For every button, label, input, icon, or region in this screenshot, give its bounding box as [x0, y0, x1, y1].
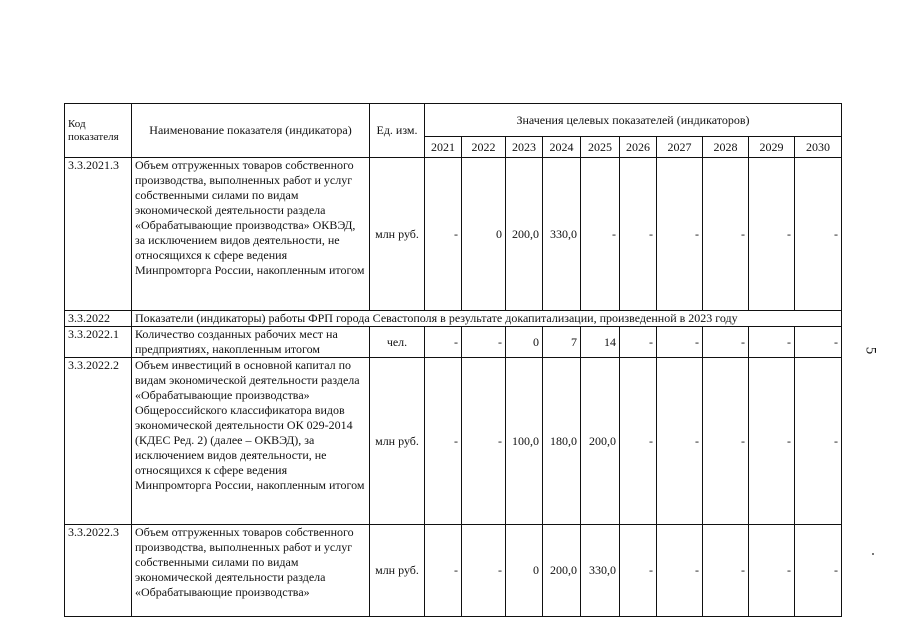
- header-code: Код показателя: [65, 104, 132, 158]
- value-2023: 100,0: [506, 358, 543, 525]
- value-2029: -: [749, 358, 795, 525]
- indicator-code: 3.3.2022.2: [65, 358, 132, 525]
- indicator-code: 3.3.2021.3: [65, 158, 132, 311]
- value-2026: -: [620, 327, 657, 358]
- header-name: Наименование показателя (индикатора): [132, 104, 370, 158]
- indicator-name: Объем отгруженных товаров собственного производства, выполненных работ и услуг собственными силами по видам экономической деятельности раздела «Обрабатывающие производства» ОКВЭД, за исключением видов деятельности, не относящихся к сфере ведения Минпромторга России, накопленным итогом: [132, 158, 370, 311]
- value-2023: 0: [506, 525, 543, 617]
- value-2030: -: [795, 327, 842, 358]
- table-row: [65, 158, 842, 311]
- value-2023: 0: [506, 327, 543, 358]
- value-2027: -: [657, 358, 703, 525]
- value-2027: -: [657, 327, 703, 358]
- value-2030: -: [795, 358, 842, 525]
- value-2030: -: [795, 525, 842, 617]
- value-2026: -: [620, 525, 657, 617]
- indicator-name: Количество созданных рабочих мест на предприятиях, накопленным итогом: [132, 327, 370, 358]
- value-2024: 200,0: [543, 525, 581, 617]
- value-2024: 180,0: [543, 358, 581, 525]
- value-2028: -: [703, 358, 749, 525]
- value-2028: -: [703, 158, 749, 311]
- indicators-table: [64, 103, 842, 617]
- scan-speck: [872, 553, 874, 555]
- value-2022: 0: [462, 158, 506, 311]
- value-2028: -: [703, 525, 749, 617]
- indicator-code: 3.3.2022.3: [65, 525, 132, 617]
- value-2025: -: [581, 158, 620, 311]
- value-2026: -: [620, 158, 657, 311]
- value-2023: 200,0: [506, 158, 543, 311]
- year-2029: 2029: [749, 137, 795, 158]
- year-2024: 2024: [543, 137, 581, 158]
- group-title: Показатели (индикаторы) работы ФРП города Севастополя в результате докапитализации, произведенной в 2023 году: [132, 311, 842, 327]
- value-2029: -: [749, 327, 795, 358]
- year-2028: 2028: [703, 137, 749, 158]
- table-group-row: [65, 311, 842, 327]
- indicator-unit: млн руб.: [370, 525, 425, 617]
- year-2030: 2030: [795, 137, 842, 158]
- value-2021: -: [425, 358, 462, 525]
- year-2026: 2026: [620, 137, 657, 158]
- header-unit: Ед. изм.: [370, 104, 425, 158]
- value-2021: -: [425, 327, 462, 358]
- table-row: [65, 358, 842, 525]
- indicator-name: Объем отгруженных товаров собственного производства, выполненных работ и услуг собственными силами по видам экономической деятельности раздела «Обрабатывающие производства»: [132, 525, 370, 617]
- value-2029: -: [749, 525, 795, 617]
- page-number: 5: [862, 346, 879, 355]
- year-2023: 2023: [506, 137, 543, 158]
- group-code: 3.3.2022: [65, 311, 132, 327]
- value-2025: 14: [581, 327, 620, 358]
- value-2022: -: [462, 525, 506, 617]
- value-2026: -: [620, 358, 657, 525]
- indicator-name: Объем инвестиций в основной капитал по видам экономической деятельности раздела «Обрабатывающие производства» Общероссийского классификатора видов экономической деятельности ОК 029-2014 (КДЕС Ред. 2) (далее – ОКВЭД), за исключением видов деятельности, не относящихся к сфере ведения Минпромторга России, накопленным итогом: [132, 358, 370, 525]
- value-2022: -: [462, 327, 506, 358]
- value-2024: 7: [543, 327, 581, 358]
- value-2024: 330,0: [543, 158, 581, 311]
- value-2025: 200,0: [581, 358, 620, 525]
- indicator-unit: млн руб.: [370, 158, 425, 311]
- year-2022: 2022: [462, 137, 506, 158]
- value-2021: -: [425, 525, 462, 617]
- year-2027: 2027: [657, 137, 703, 158]
- indicator-code: 3.3.2022.1: [65, 327, 132, 358]
- value-2027: -: [657, 525, 703, 617]
- table-row: [65, 327, 842, 358]
- table-row: [65, 525, 842, 617]
- value-2021: -: [425, 158, 462, 311]
- indicator-unit: чел.: [370, 327, 425, 358]
- value-2029: -: [749, 158, 795, 311]
- value-2028: -: [703, 327, 749, 358]
- header-values: Значения целевых показателей (индикаторов): [425, 104, 842, 137]
- year-2021: 2021: [425, 137, 462, 158]
- indicator-unit: млн руб.: [370, 358, 425, 525]
- year-2025: 2025: [581, 137, 620, 158]
- value-2030: -: [795, 158, 842, 311]
- value-2027: -: [657, 158, 703, 311]
- value-2022: -: [462, 358, 506, 525]
- value-2025: 330,0: [581, 525, 620, 617]
